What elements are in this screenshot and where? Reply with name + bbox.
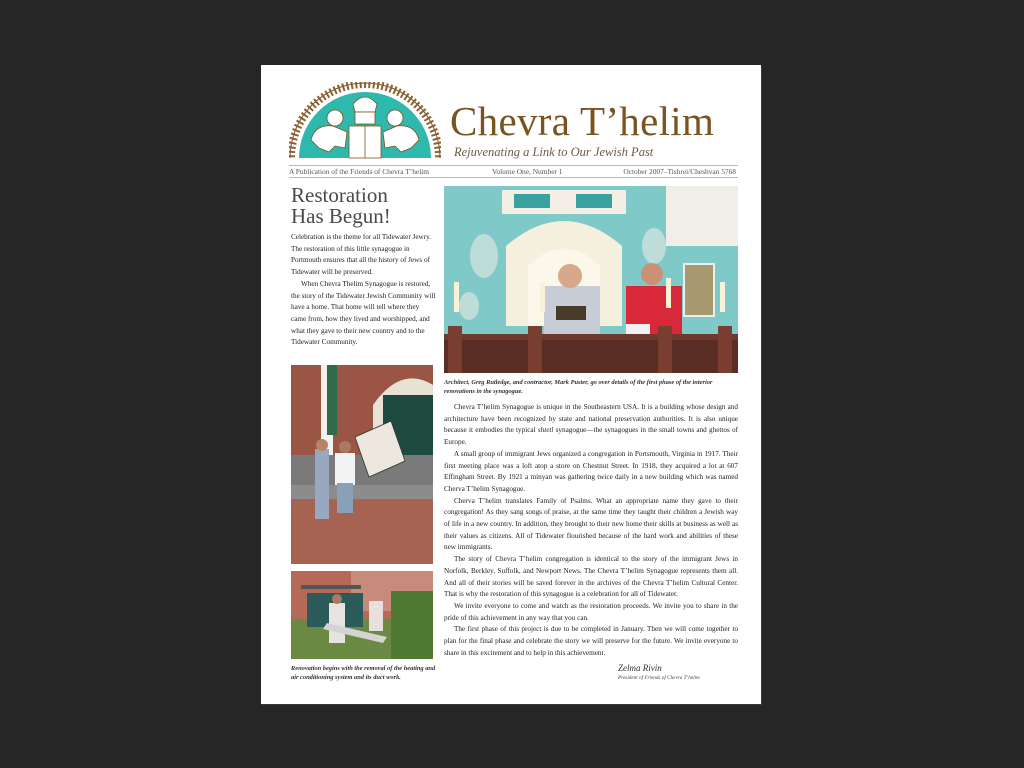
newsletter-title: Chevra T’helim bbox=[450, 98, 715, 144]
photo-caption: Renovation begins with the removal of the heating and air conditioning system and its duct work. bbox=[291, 665, 436, 681]
signature-title: President of Friends of Chevra T’helim bbox=[618, 675, 700, 681]
paragraph: When Chevra Thelim Synagogue is restored, the story of the Tidewater Jewish Community will have a home. That home will tell where they came from, how they lived and worshipped, and what they gave to their new country and to the Tidewater Community. bbox=[291, 279, 436, 347]
paragraph: A small group of immigrant Jews organized a congregation in Portsmouth, Virginia in 1917. Their first meeting place was a loft atop a store on Chestnut Street. In 1918, they acquired a lot at 607 Effingham Street. By 1921 a minyan was gathering twice daily in a new building which was named Cherva T’helim Synagogue. bbox=[444, 449, 738, 493]
publisher-text: A Publication of the Friends of Chevra T’helim bbox=[289, 167, 430, 176]
synagogue-logo-icon bbox=[289, 82, 441, 160]
signature-name: Zelma Rivin bbox=[618, 663, 662, 673]
paragraph: Chevra T’helim Synagogue is unique in the Southeastern USA. It is a building whose design and architecture have been recognized by state and national preservation authorities. It is also unique because it embodies the typical shtetl synagogue—the synagogues in the small towns and ghettos of Europe. bbox=[444, 403, 738, 447]
italic-term: shtetl bbox=[537, 426, 554, 435]
paragraph: The story of Chevra T’helim congregation is identical to the story of the immigrant Jews in Norfolk, Berkley, Suffolk, and Newport News. The Chevra T’helim Synagogue represents them all. And all of their stories will be saved forever in the archives of the Chevra T’helim Cultural Center. That is why the restoration of this synagogue is a celebration for all of Tidewater. bbox=[444, 555, 738, 599]
paragraph: Celebration is the theme for all Tidewater Jewry. The restoration of this little synagogue in Portmouth ensures that all the history of Jews of Tidewater will be preserved. bbox=[291, 233, 432, 277]
newsletter-page bbox=[261, 65, 761, 704]
divider bbox=[289, 177, 738, 178]
hvac-removal-photo bbox=[291, 365, 433, 564]
newsletter-tagline: Rejuvenating a Link to Our Jewish Past bbox=[454, 145, 654, 159]
volume-text: Volume One, Number 1 bbox=[492, 167, 563, 176]
article-headline bbox=[291, 185, 436, 227]
paragraph: The first phase of this project is due to be completed in January. Then we will come together to plan for the final phase and celebrate the story we will preserve for the future. We invite everyone to share in this excitement and to help in this achievement. bbox=[444, 625, 738, 657]
duct-removal-photo bbox=[291, 571, 433, 659]
publication-line bbox=[289, 166, 738, 177]
paragraph: We invite everyone to come and watch as the restoration proceeds. We invite you to share in the pride of this achievement in any way that you can. bbox=[444, 601, 738, 622]
headline-line: Restoration bbox=[291, 183, 388, 207]
paragraph: Cherva T’helim translates Family of Psalms. What an appropriate name they gave to their congregation! As they sang songs of praise, at the same time they taught their children a Jewish way of life in a new country. In addition, they brought to their new home their skills at business as well as their values as citizens. All of Tidewater flourished because of the hard work and abilities of these new immigrants. bbox=[444, 496, 738, 552]
article-body bbox=[444, 402, 738, 659]
issue-date: October 2007–Tishrei/Cheshvan 5768 bbox=[623, 167, 736, 176]
synagogue-interior-photo bbox=[444, 186, 738, 373]
photo-caption: Architect, Greg Rutledge, and contractor, Mark Puster, go over details of the first phase of the interior renovations in the synagogue. bbox=[444, 379, 713, 395]
headline-line: Has Begun! bbox=[291, 204, 391, 228]
lead-text bbox=[291, 232, 436, 349]
